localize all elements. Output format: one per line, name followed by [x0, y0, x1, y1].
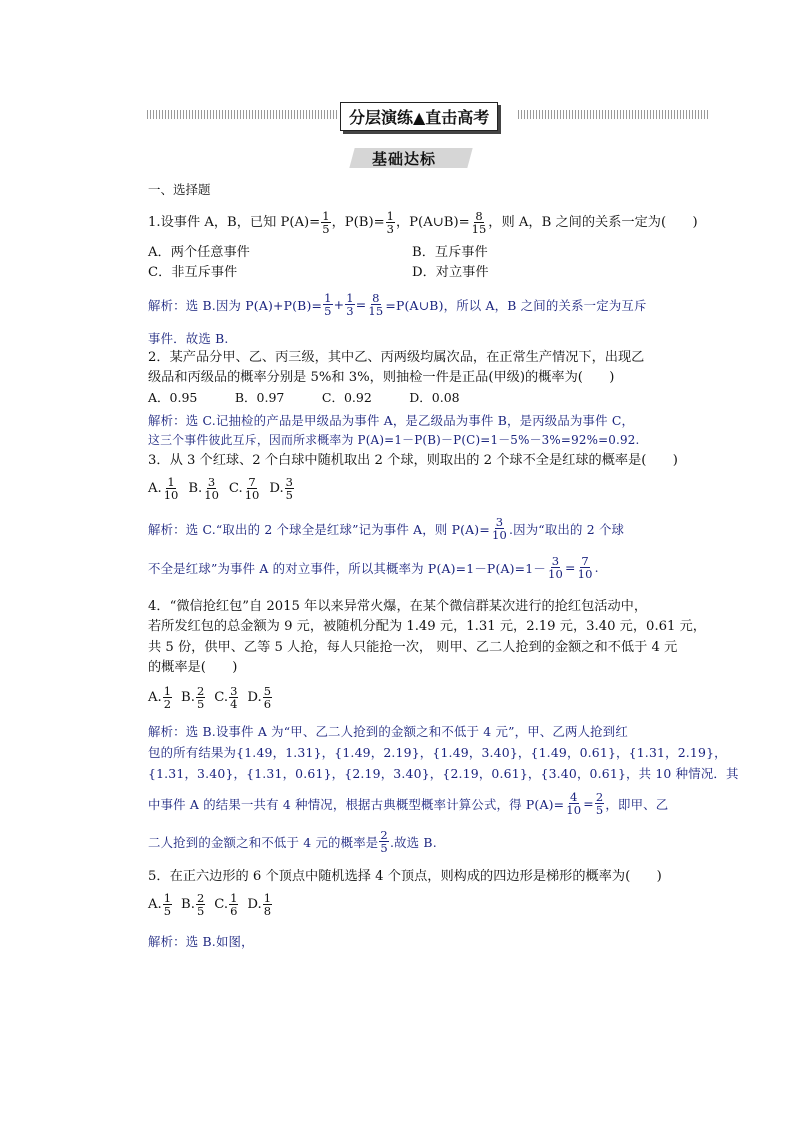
q2-solution-line2: 这三个事件彼此互斥，因而所求概率为 P(A)=1－P(B)－P(C)=1－5%－3%=92%=0.92. — [148, 433, 640, 447]
q4-solution-line1: 解析：选 B.设事件 A 为“甲、乙二人抢到的金额之和不低于 4 元”，甲、乙两人抢到红 — [148, 724, 628, 739]
q1-frac-2: $\frac{1}{3}$ — [386, 209, 394, 236]
q4-solution-line5: 二人抢到的金额之和不低于 4 元的概率是 $\frac{2}{5}$ .故选 B. — [148, 828, 437, 855]
q4-options: A. $\frac{1}{2}$ B. $\frac{2}{5}$ C. $\frac{3}{4}$ D. $\frac{5}{6}$ — [148, 684, 272, 711]
q4-solution-line3: {1.31，3.40}，{1.31，0.61}，{2.19，3.40}，{2.19，0.61}，{3.40，0.61}，共 10 种情况．其 — [148, 766, 739, 781]
q5-options: A. $\frac{1}{5}$ B. $\frac{2}{5}$ C. $\frac{1}{6}$ D. $\frac{1}{8}$ — [148, 891, 272, 918]
q4-stem-line1: 4．“微信抢红包”自 2015 年以来异常火爆，在某个微信群某次进行的抢红包活动中， — [148, 599, 648, 614]
header-banner: 分层演练▲直击高考 — [340, 102, 498, 131]
q3-options: A. $\frac{1}{10}$ B. $\frac{3}{10}$ C. $\frac{7}{10}$ D. $\frac{3}{5}$ — [148, 475, 293, 502]
q3-stem: 3．从 3 个红球、2 个白球中随机取出 2 个球，则取出的 2 个球不全是红球的概率是( ) — [148, 453, 678, 468]
q5-stem: 5．在正六边形的 6 个顶点中随机选择 4 个顶点，则构成的四边形是梯形的概率为( ) — [148, 869, 662, 884]
q4-solution-line2: 包的所有结果为{1.49，1.31}，{1.49，2.19}，{1.49，3.40}，{1.49，0.61}，{1.31，2.19}， — [148, 745, 727, 760]
q4-solution-line4: 中事件 A 的结果一共有 4 种情况，根据古典概型概率计算公式，得 P(A)= $\frac{4}{10}$ = $\frac{2}{5}$ ，即甲、乙 — [148, 790, 669, 817]
q1-option-c: C．非互斥事件 — [148, 265, 238, 280]
q5-solution-line1: 解析：选 B.如图， — [148, 934, 254, 949]
header-hatch-left — [147, 110, 337, 119]
q3-solution-line1: 解析：选 C.“取出的 2 个球全是红球”记为事件 A，则 P(A)= $\frac{3}{10}$ .因为“取出的 2 个球 — [148, 515, 625, 542]
q1-option-d: D．对立事件 — [412, 265, 489, 280]
q3-solution-line2: 不全是红球”为事件 A 的对立事件，所以其概率为 P(A)=1－P(A)=1－ $\frac{3}{10}$ = $\frac{7}{10}$ . — [148, 554, 599, 581]
q1-option-a: A．两个任意事件 — [148, 245, 250, 260]
q2-stem-line1: 2．某产品分甲、乙、丙三级，其中乙、丙两级均属次品，在正常生产情况下，出现乙 — [148, 350, 645, 365]
q2-stem-line2: 级品和丙级品的概率分别是 5%和 3%，则抽检一件是正品(甲级)的概率为( ) — [148, 370, 615, 385]
q4-stem-line3: 共 5 份，供甲、乙等 5 人抢，每人只能抢一次， 则甲、乙二人抢到的金额之和不低于 4 元 — [148, 640, 678, 655]
header-hatch-right — [518, 110, 708, 119]
q1-text-c: ，P(A∪B)= — [395, 214, 470, 230]
q2-options: A．0.95 B．0.97 C．0.92 D．0.08 — [148, 390, 460, 405]
q1-frac-3: $\frac{8}{15}$ — [471, 209, 487, 236]
q4-stem-line2: 若所发红包的总金额为 9 元，被随机分配为 1.49 元，1.31 元，2.19 元，3.40 元，0.61 元， — [148, 619, 706, 634]
q1-solution-line2: 事件．故选 B. — [148, 331, 229, 346]
section-title: 基础达标 — [372, 150, 437, 168]
q1-solution-line1: 解析：选 B.因为 P(A)+P(B)= $\frac{1}{5}$ + $\frac{1}{3}$ = $\frac{8}{15}$ =P(A∪B)，所以 A，B 之间的关系一定为互斥 — [148, 291, 647, 318]
q1-text-b: ，P(B)= — [331, 214, 385, 230]
q1-option-b: B．互斥事件 — [412, 245, 488, 260]
q1-text-d: ，则 A，B 之间的关系一定为( ) — [488, 214, 698, 230]
q2-solution-line1: 解析：选 C.记抽检的产品是甲级品为事件 A，是乙级品为事件 B，是丙级品为事件 C， — [148, 413, 635, 428]
q1-stem — [148, 210, 698, 235]
q4-stem-line4: 的概率是( ) — [148, 660, 238, 675]
part-heading: 一、选择题 — [148, 182, 211, 197]
q1-text-a: 1.设事件 A，B，已知 P(A)= — [148, 214, 321, 230]
q1-frac-1: $\frac{1}{5}$ — [322, 209, 330, 236]
